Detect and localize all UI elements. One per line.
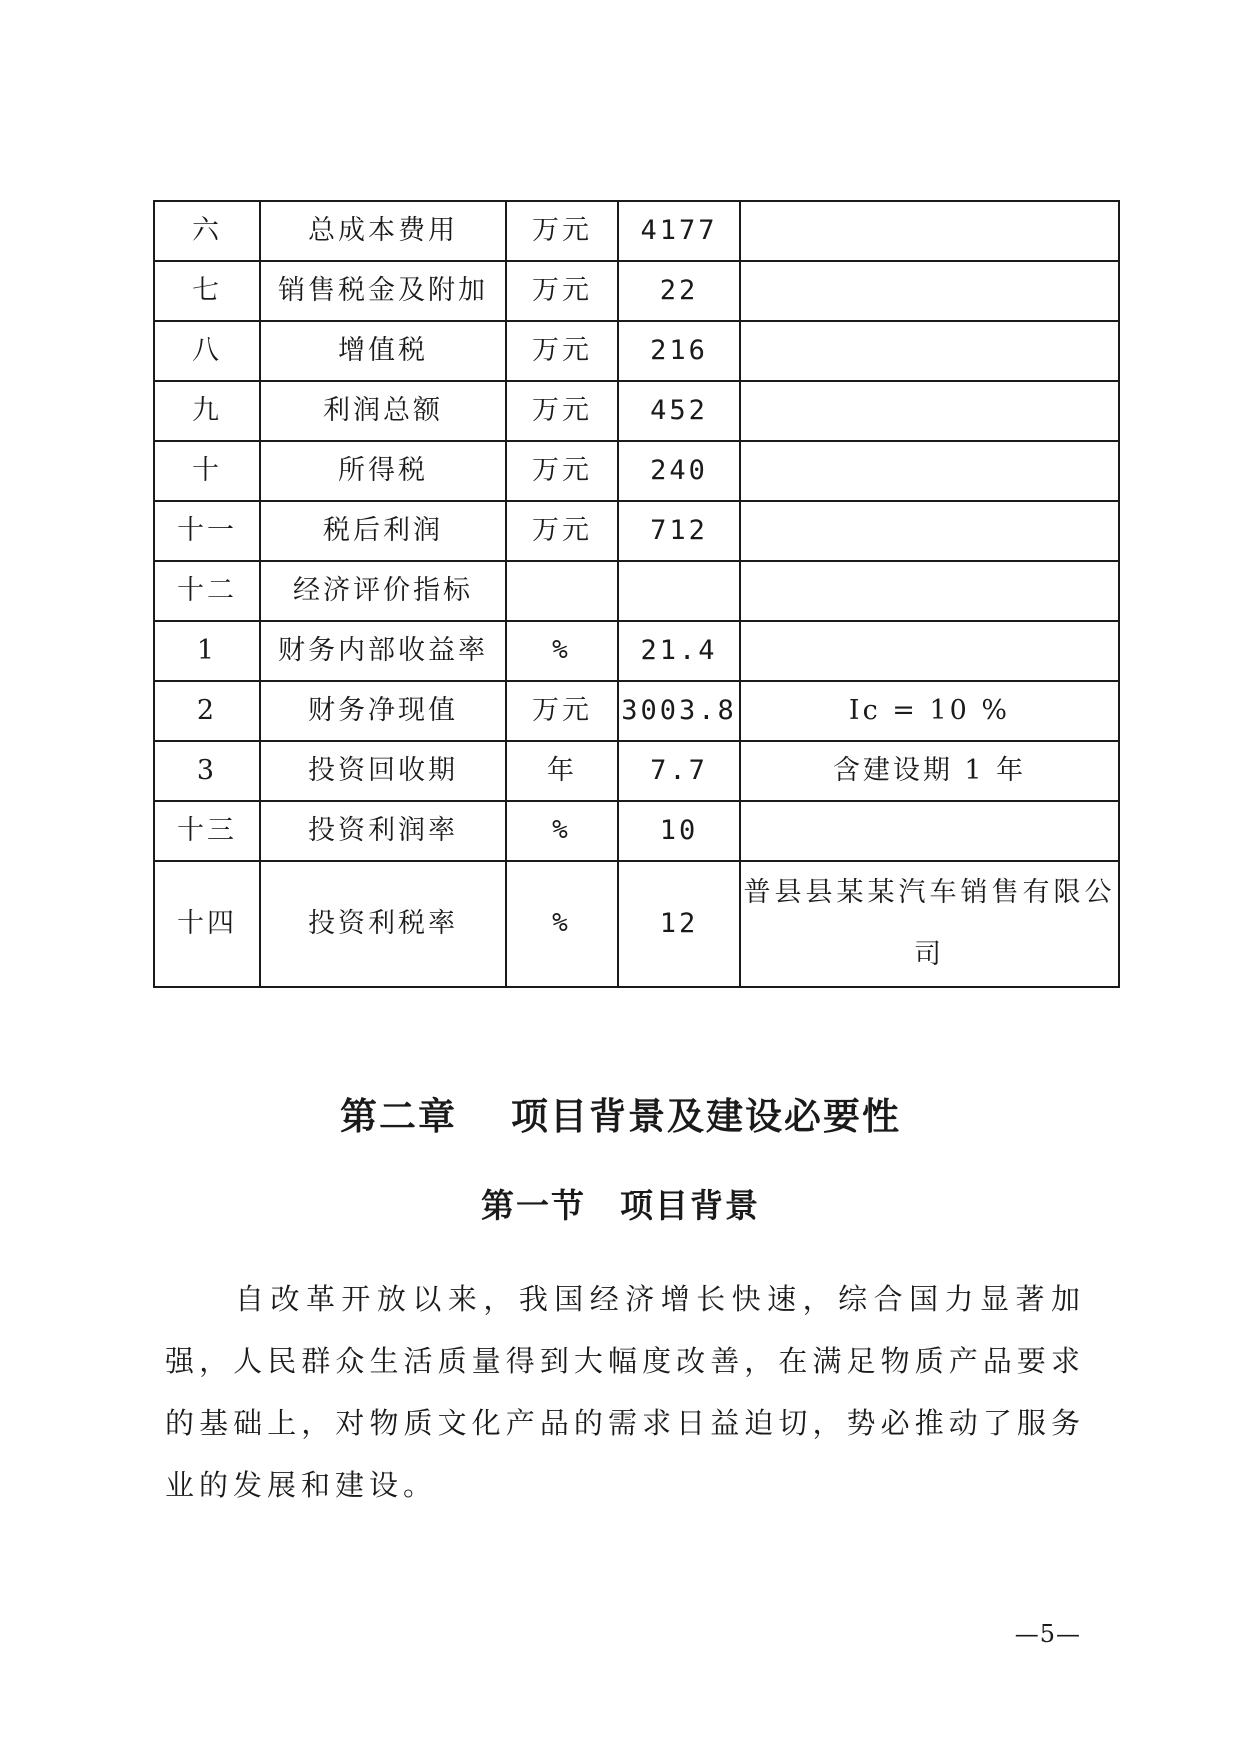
row-number-cell: 八 — [154, 321, 260, 381]
row-number-cell: 七 — [154, 261, 260, 321]
value-cell: 216 — [618, 321, 740, 381]
item-name-cell: 财务净现值 — [260, 681, 506, 741]
chapter-number: 第二章 — [340, 1094, 457, 1138]
value-cell: 10 — [618, 801, 740, 861]
row-number-cell: 十三 — [154, 801, 260, 861]
value-cell: 712 — [618, 501, 740, 561]
unit-cell: % — [506, 861, 618, 987]
note-cell — [740, 561, 1119, 621]
value-cell: 4177 — [618, 201, 740, 261]
row-number-cell: 十四 — [154, 861, 260, 987]
value-cell: 452 — [618, 381, 740, 441]
table-row — [154, 381, 1119, 441]
item-name-cell: 所得税 — [260, 441, 506, 501]
note-cell — [740, 201, 1119, 261]
value-cell: 240 — [618, 441, 740, 501]
value-cell: 21.4 — [618, 621, 740, 681]
value-cell: 12 — [618, 861, 740, 987]
indicator-table — [153, 200, 1120, 988]
page-number: —5— — [1014, 1620, 1081, 1648]
row-number-cell: 2 — [154, 681, 260, 741]
note-cell — [740, 321, 1119, 381]
unit-cell: % — [506, 621, 618, 681]
item-name-cell: 投资回收期 — [260, 741, 506, 801]
item-name-cell: 利润总额 — [260, 381, 506, 441]
item-name-cell: 财务内部收益率 — [260, 621, 506, 681]
note-cell — [740, 501, 1119, 561]
unit-cell: 万元 — [506, 501, 618, 561]
row-number-cell: 3 — [154, 741, 260, 801]
row-number-cell: 十一 — [154, 501, 260, 561]
table-row — [154, 501, 1119, 561]
value-cell: 7.7 — [618, 741, 740, 801]
table-row — [154, 801, 1119, 861]
table-row — [154, 741, 1119, 801]
value-cell: 3003.8 — [618, 681, 740, 741]
table-row — [154, 201, 1119, 261]
table-row — [154, 681, 1119, 741]
item-name-cell: 总成本费用 — [260, 201, 506, 261]
note-cell: 普县县某某汽车销售有限公司 — [740, 861, 1119, 987]
table-row — [154, 861, 1119, 987]
row-number-cell: 十二 — [154, 561, 260, 621]
item-name-cell: 税后利润 — [260, 501, 506, 561]
note-cell — [740, 441, 1119, 501]
value-cell — [618, 561, 740, 621]
note-cell — [740, 381, 1119, 441]
row-number-cell: 九 — [154, 381, 260, 441]
note-cell — [740, 801, 1119, 861]
table-row — [154, 561, 1119, 621]
unit-cell: 万元 — [506, 261, 618, 321]
table-row — [154, 321, 1119, 381]
body-paragraph: 自改革开放以来，我国经济增长快速，综合国力显著加强，人民群众生活质量得到大幅度改善，在满足物质产品要求的基础上，对物质文化产品的需求日益迫切，势必推动了服务业的发展和建设。 — [165, 1282, 1085, 1502]
item-name-cell: 投资利税率 — [260, 861, 506, 987]
item-name-cell: 投资利润率 — [260, 801, 506, 861]
chapter-title: 项目背景及建设必要性 — [511, 1094, 901, 1138]
note-cell — [740, 621, 1119, 681]
unit-cell: 万元 — [506, 441, 618, 501]
row-number-cell: 十 — [154, 441, 260, 501]
chapter-heading — [0, 1086, 1241, 1140]
unit-cell: 万元 — [506, 381, 618, 441]
section-title: 项目背景 — [620, 1186, 760, 1225]
indicator-table-body — [154, 201, 1119, 987]
table-row — [154, 261, 1119, 321]
unit-cell: 年 — [506, 741, 618, 801]
unit-cell: % — [506, 801, 618, 861]
note-cell — [740, 261, 1119, 321]
section-number: 第一节 — [481, 1186, 586, 1225]
row-number-cell: 六 — [154, 201, 260, 261]
note-cell: 含建设期 1 年 — [740, 741, 1119, 801]
row-number-cell: 1 — [154, 621, 260, 681]
unit-cell: 万元 — [506, 201, 618, 261]
unit-cell: 万元 — [506, 681, 618, 741]
unit-cell — [506, 561, 618, 621]
item-name-cell: 增值税 — [260, 321, 506, 381]
value-cell: 22 — [618, 261, 740, 321]
note-cell: Ic = 10 % — [740, 681, 1119, 741]
table-row — [154, 621, 1119, 681]
item-name-cell: 销售税金及附加 — [260, 261, 506, 321]
unit-cell: 万元 — [506, 321, 618, 381]
table-row — [154, 441, 1119, 501]
item-name-cell: 经济评价指标 — [260, 561, 506, 621]
section-heading — [0, 1180, 1241, 1227]
